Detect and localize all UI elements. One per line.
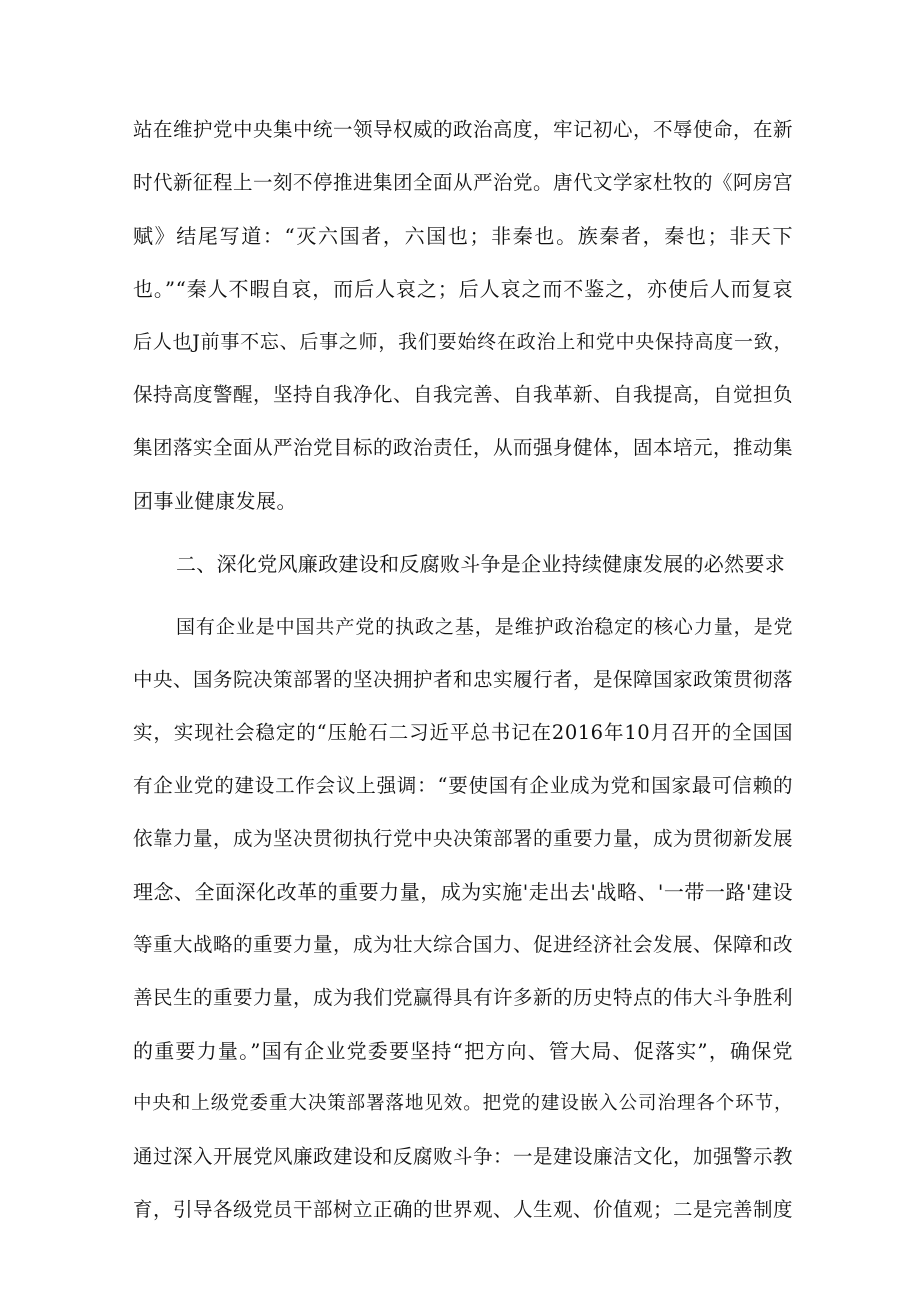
paragraph-2-line-2: 中央、国务院决策部署的坚决拥护者和忠实履行者，是保障国家政策贯彻落 bbox=[133, 668, 794, 691]
paragraph-1-line-2: 时代新征程上一刻不停推进集团全面从严治党。唐代文学家杜牧的《阿房宫 bbox=[133, 171, 794, 194]
paragraph-2-line-5: 依靠力量，成为坚决贯彻执行党中央决策部署的重要力量，成为贯彻新发展 bbox=[133, 827, 794, 850]
paragraph-2-line-12: 育，引导各级党员干部树立正确的世界观、人生观、价值观；二是完善制度 bbox=[133, 1198, 794, 1221]
paragraph-2-line-9: 的重要力量。”国有企业党委要坚持“把方向、管大局、促落实”，确保党 bbox=[133, 1039, 793, 1063]
paragraph-2-line-8: 善民生的重要力量，成为我们党赢得具有许多新的历史特点的伟大斗争胜利 bbox=[133, 986, 794, 1009]
paragraph-2-line-7: 等重大战略的重要力量，成为壮大综合国力、促进经济社会发展、保障和改 bbox=[133, 933, 794, 956]
paragraph-2-line-10: 中央和上级党委重大决策部署落地见效。把党的建设嵌入公司治理各个环节， bbox=[133, 1093, 793, 1114]
paragraph-1-line-4: 也。”“秦人不暇自哀，而后人哀之；后人哀之而不鉴之，亦使后人而复哀 bbox=[133, 277, 793, 301]
paragraph-1-line-6: 保持高度警醒，坚持自我净化、自我完善、自我革新、自我提高，自觉担负 bbox=[133, 383, 794, 406]
paragraph-2-line-4: 有企业党的建设工作会议上强调：“要使国有企业成为党和国家最可信赖的 bbox=[133, 774, 793, 797]
paragraph-2-line-11: 通过深入开展党风廉政建设和反腐败斗争：一是建设廉洁文化，加强警示教 bbox=[133, 1145, 794, 1168]
paragraph-1-line-5: 后人也J前事不忘、后事之师，我们要始终在政治上和党中央保持高度一致， bbox=[133, 331, 793, 353]
paragraph-1-line-3: 赋》结尾写道：“灭六国者，六国也；非秦也。族秦者，秦也；非天下 bbox=[133, 224, 793, 248]
paragraph-1-line-8: 团事业健康发展。 bbox=[133, 489, 297, 513]
paragraph-2-line-3: 实，实现社会稳定的“压舱石二习近平总书记在2016年10月召开的全国国 bbox=[133, 721, 793, 744]
paragraph-2-line-1: 国有企业是中国共产党的执政之基，是维护政治稳定的核心力量，是党 bbox=[176, 616, 793, 638]
section-heading-2: 二、深化党风廉政建设和反腐败斗争是企业持续健康发展的必然要求 bbox=[176, 552, 785, 576]
paragraph-1-line-7: 集团落实全面从严治党目标的政治责任，从而强身健体，固本培元，推动集 bbox=[133, 436, 794, 459]
paragraph-1-line-1: 站在维护党中央集中统一领导权威的政治高度，牢记初心，不辱使命，在新 bbox=[133, 118, 794, 141]
paragraph-2-line-6: 理念、全面深化改革的重要力量，成为实施'走出去'战略、'一带一路'建设 bbox=[133, 880, 793, 904]
